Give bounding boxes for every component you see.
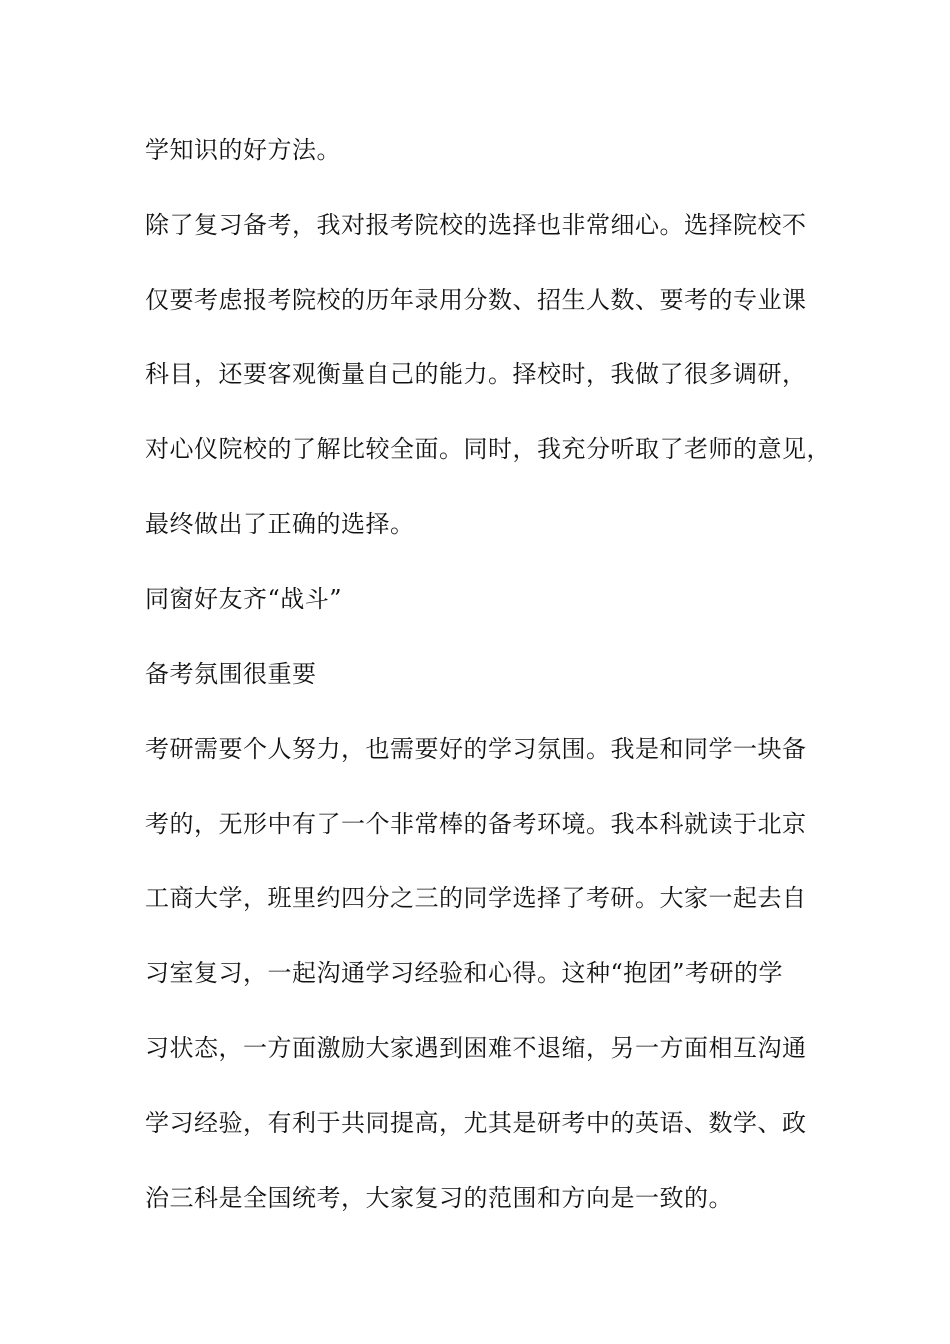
paragraph-line: 最终做出了正确的选择。 <box>145 510 415 538</box>
paragraph-line: 工商大学，班里约四分之三的同学选择了考研。大家一起去自 <box>145 884 807 912</box>
paragraph-line: 学习经验，有利于共同提高，尤其是研考中的英语、数学、政 <box>145 1109 807 1137</box>
paragraph-line: 科目，还要客观衡量自己的能力。择校时，我做了很多调研， <box>145 360 807 388</box>
paragraph-line: 对心仪院校的了解比较全面。同时，我充分听取了老师的意见， <box>145 435 831 463</box>
paragraph-line: 考的，无形中有了一个非常棒的备考环境。我本科就读于北京 <box>145 810 807 838</box>
paragraph-line: 除了复习备考，我对报考院校的选择也非常细心。选择院校不 <box>145 211 807 239</box>
section-heading: 同窗好友齐“战斗” <box>145 585 343 613</box>
paragraph-line: 学知识的好方法。 <box>145 136 341 164</box>
paragraph-line: 考研需要个人努力，也需要好的学习氛围。我是和同学一块备 <box>145 735 807 763</box>
paragraph-line: 治三科是全国统考，大家复习的范围和方向是一致的。 <box>145 1184 733 1212</box>
paragraph-line: 习状态，一方面激励大家遇到困难不退缩，另一方面相互沟通 <box>145 1034 807 1062</box>
paragraph-line: 仅要考虑报考院校的历年录用分数、招生人数、要考的专业课 <box>145 286 807 314</box>
paragraph-line: 习室复习，一起沟通学习经验和心得。这种“抱团”考研的学 <box>145 959 784 987</box>
section-subheading: 备考氛围很重要 <box>145 660 317 688</box>
